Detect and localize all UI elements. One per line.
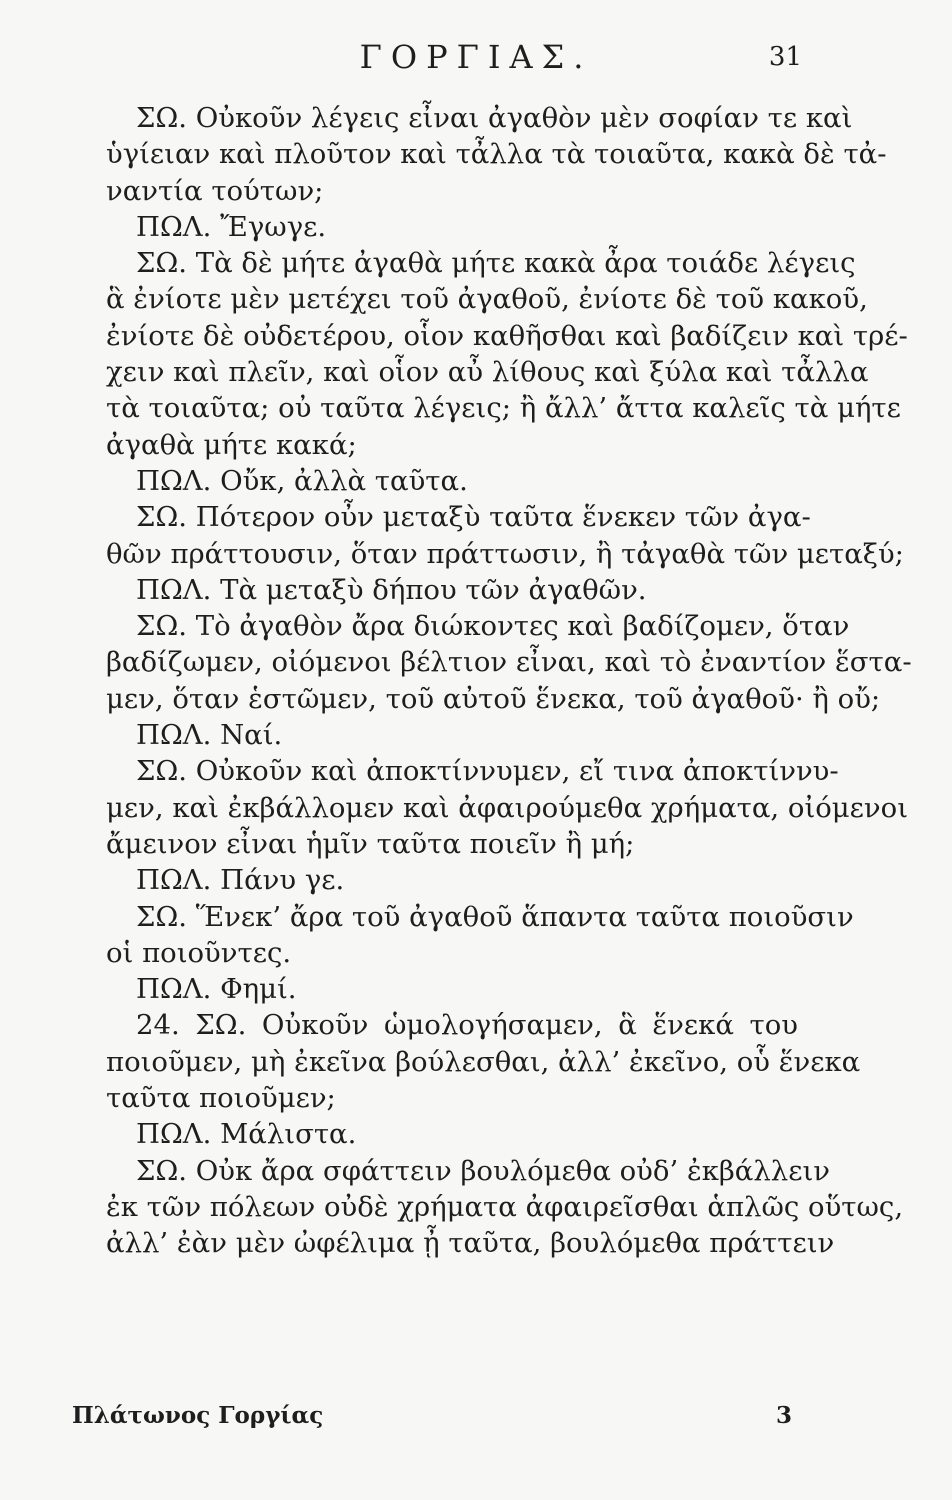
running-title: ΓΟΡΓΙΑΣ. — [359, 38, 593, 76]
text-line: ΠΩΛ. Πάνυ γε. — [136, 864, 345, 897]
text-line: χειν καὶ πλεῖν, καὶ οἷον αὖ λίθους καὶ ξύλα καὶ τἆλλα — [106, 356, 869, 389]
text-line: ΣΩ. Τὸ ἀγαθὸν ἄρα διώκοντες καὶ βαδίζομεν, ὅταν — [136, 610, 850, 643]
dialogue-text — [106, 100, 912, 1262]
text-line: ἀγαθὰ μήτε κακά; — [106, 428, 357, 461]
text-line: μεν, ὅταν ἑστῶμεν, τοῦ αὐτοῦ ἕνεκα, τοῦ ἀγαθοῦ· ἢ οὔ; — [106, 682, 881, 715]
page-number: 31 — [768, 42, 802, 72]
text-line: ΠΩΛ. Ναί. — [136, 719, 283, 752]
signature-mark: 3 — [775, 1402, 792, 1429]
text-line: ΣΩ. Οὐκοῦν καὶ ἀποκτίννυμεν, εἴ τινα ἀποκτίννυ- — [136, 755, 839, 788]
text-line: θῶν πράττουσιν, ὅταν πράττωσιν, ἢ τἀγαθὰ τῶν μεταξύ; — [106, 537, 904, 570]
text-line: βαδίζωμεν, οἰόμενοι βέλτιον εἶναι, καὶ τὸ ἐναντίον ἕστα- — [106, 646, 912, 679]
text-line: ἐκ τῶν πόλεων οὐδὲ χρήματα ἀφαιρεῖσθαι ἁπλῶς οὕτως, — [106, 1190, 904, 1223]
text-line: ΣΩ. Οὐκοῦν λέγεις εἶναι ἀγαθὸν μὲν σοφίαν τε καὶ — [136, 102, 853, 134]
text-line: ἄμεινον εἶναι ἡμῖν ταῦτα ποιεῖν ἢ μή; — [106, 827, 635, 860]
page-footer — [72, 1402, 792, 1442]
text-line: ὑγίειαν καὶ πλοῦτον καὶ τἆλλα τὰ τοιαῦτα, κακὰ δὲ τἀ- — [106, 138, 887, 171]
footer-book-title: Πλάτωνος Γοργίας — [72, 1402, 324, 1429]
page-header — [0, 32, 952, 82]
text-line: ἃ ἐνίοτε μὲν μετέχει τοῦ ἀγαθοῦ, ἐνίοτε δὲ τοῦ κακοῦ, — [106, 283, 868, 316]
text-line: ΣΩ. Οὐκ ἄρα σφάττειν βουλόμεθα οὐδ’ ἐκβάλλειν — [136, 1154, 830, 1187]
text-line: ΠΩΛ. Μάλιστα. — [136, 1118, 357, 1151]
text-line: τὰ τοιαῦτα; οὐ ταῦτα λέγεις; ἢ ἄλλ’ ἄττα καλεῖς τὰ μήτε — [106, 392, 901, 425]
text-line: ΣΩ. Πότερον οὖν μεταξὺ ταῦτα ἕνεκεν τῶν ἀγα- — [136, 501, 811, 534]
text-line: ΠΩΛ. Τὰ μεταξὺ δήπου τῶν ἀγαθῶν. — [136, 573, 647, 606]
text-line: ποιοῦμεν, μὴ ἐκεῖνα βούλεσθαι, ἀλλ’ ἐκεῖνο, οὗ ἕνεκα — [106, 1045, 861, 1078]
text-line: ἀλλ’ ἐὰν μὲν ὠφέλιμα ᾖ ταῦτα, βουλόμεθα πράττειν — [106, 1227, 835, 1260]
text-line: ΣΩ. Τὰ δὲ μήτε ἀγαθὰ μήτε κακὰ ἆρα τοιάδε λέγεις — [136, 247, 856, 280]
text-line: ταῦτα ποιοῦμεν; — [106, 1082, 336, 1115]
text-line: ἐνίοτε δὲ οὐδετέρου, οἷον καθῆσθαι καὶ βαδίζειν καὶ τρέ- — [106, 319, 908, 352]
text-line: ΣΩ. Ἕνεκ’ ἄρα τοῦ ἀγαθοῦ ἅπαντα ταῦτα ποιοῦσιν — [136, 900, 854, 933]
text-line: 24. ΣΩ. Οὐκοῦν ὡμολογήσαμεν, ἃ ἕνεκά του — [136, 1009, 798, 1042]
text-line: οἱ ποιοῦντες. — [106, 936, 292, 969]
text-line: ναντία τούτων; — [106, 174, 324, 207]
text-line: ΠΩΛ. Φημί. — [136, 973, 297, 1006]
text-line: ΠΩΛ. Ἔγωγε. — [136, 210, 327, 243]
text-line: μεν, καὶ ἐκβάλλομεν καὶ ἀφαιρούμεθα χρήματα, οἰόμενοι — [106, 791, 908, 824]
text-line: ΠΩΛ. Οὔκ, ἀλλὰ ταῦτα. — [136, 464, 468, 497]
